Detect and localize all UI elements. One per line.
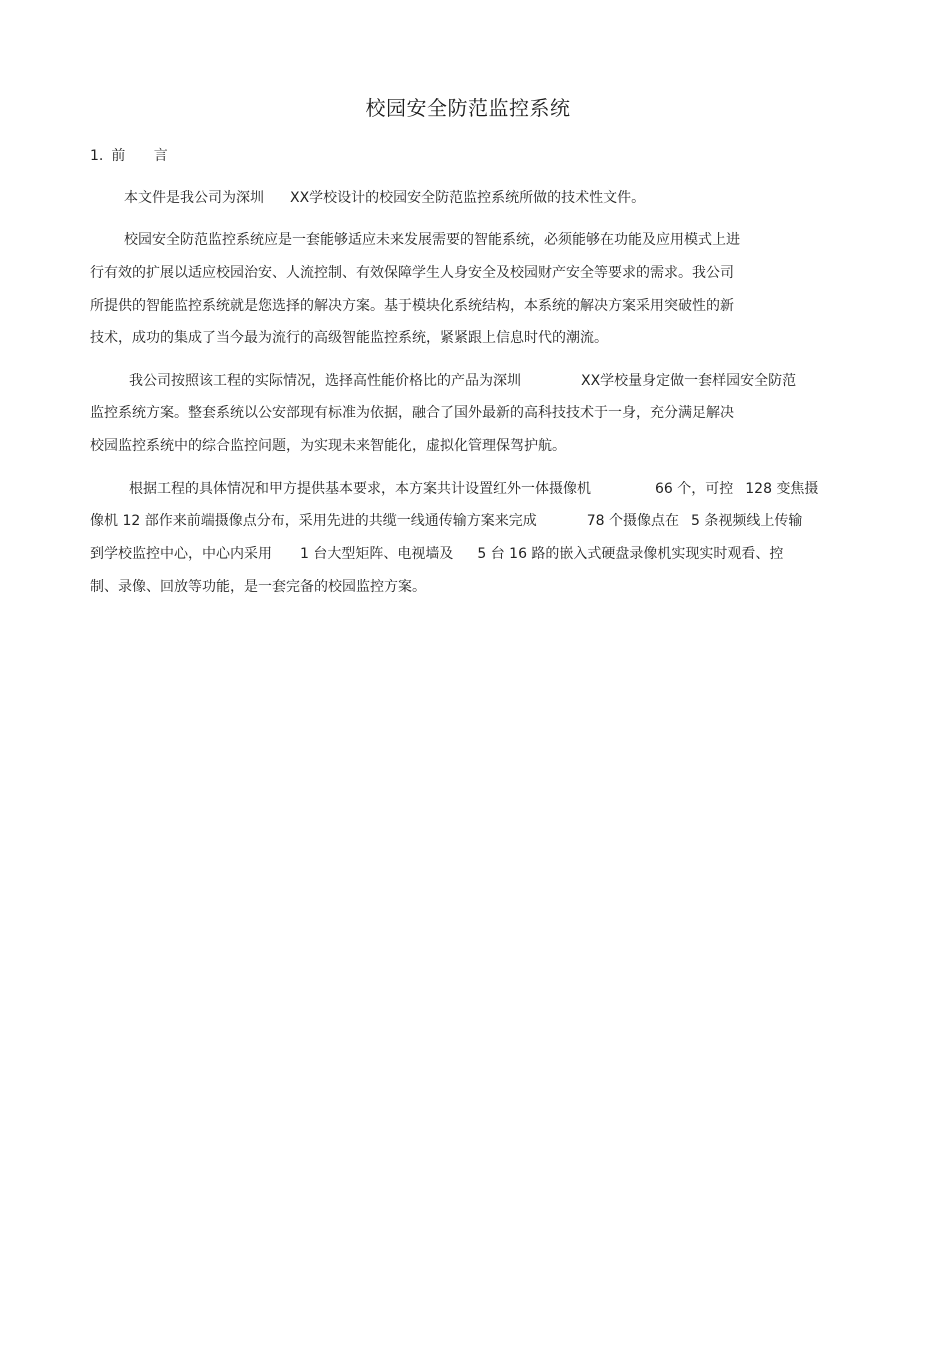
section-number: 1.	[90, 148, 104, 164]
document-title: 校园安全防范监控系统	[365, 96, 571, 120]
paragraph-2-line-4	[90, 328, 608, 348]
text-segment: 78 个摄像点在	[586, 513, 679, 529]
text-segment: 监控系统方案。整套系统以公安部现有标准为依据，融合了国外最新的高科技技术于一身，充分满足解决	[90, 405, 734, 421]
text-segment: 校园安全防范监控系统应是一套能够适应未来发展需要的智能系统，必须能够在功能及应用模式上进	[124, 232, 740, 248]
text-segment: 技术，成功的集成了当今最为流行的高级智能监控系统，紧紧跟上信息时代的潮流。	[90, 330, 608, 346]
text-segment: 根据工程的具体情况和甲方提供基本要求，本方案共计设置红外一体摄像机	[129, 481, 591, 497]
paragraph-1-line-1	[124, 188, 645, 208]
paragraph-2-line-2	[90, 263, 734, 283]
paragraph-3-line-3	[90, 436, 566, 456]
paragraph-4-line-4	[90, 577, 426, 597]
paragraph-4-line-2	[90, 511, 802, 531]
paragraph-2-line-3	[90, 296, 734, 316]
text-segment: 制、录像、回放等功能，是一套完备的校园监控方案。	[90, 579, 426, 595]
paragraph-4-line-1	[129, 479, 818, 499]
text-segment: 校园监控系统中的综合监控问题，为实现未来智能化，虚拟化管理保驾护航。	[90, 438, 566, 454]
text-segment: 66 个，可控	[655, 481, 734, 497]
text-segment: XX学校量身定做一套样园安全防范	[581, 373, 797, 389]
paragraph-3-line-2	[90, 403, 734, 423]
text-segment: 到学校监控中心，中心内采用	[90, 546, 272, 562]
paragraph-2-line-1	[124, 230, 740, 250]
text-segment: 128 变焦摄	[745, 481, 819, 497]
paragraph-4-line-3	[90, 544, 783, 564]
section-heading	[90, 146, 180, 166]
text-segment: 所提供的智能监控系统就是您选择的解决方案。基于模块化系统结构，本系统的解决方案采用突破性的新	[90, 298, 734, 314]
text-segment: 本文件是我公司为深圳	[124, 190, 264, 206]
text-segment: 我公司按照该工程的实际情况，选择高性能价格比的产品为深圳	[129, 373, 521, 389]
text-segment: 5 台 16 路的嵌入式硬盘录像机实现实时观看、控	[477, 546, 784, 562]
text-segment: 5 条视频线上传输	[690, 513, 803, 529]
text-segment: XX学校设计的校园安全防范监控系统所做的技术性文件。	[290, 190, 646, 206]
paragraph-3-line-1	[129, 371, 796, 391]
text-segment: 像机 12 部作来前端摄像点分布，采用先进的共缆一线通传输方案来完成	[90, 513, 537, 529]
section-title: 前 言	[111, 148, 180, 164]
text-segment: 1 台大型矩阵、电视墙及	[300, 546, 454, 562]
text-segment: 行有效的扩展以适应校园治安、人流控制、有效保障学生人身安全及校园财产安全等要求的需求。我公司	[90, 265, 734, 281]
